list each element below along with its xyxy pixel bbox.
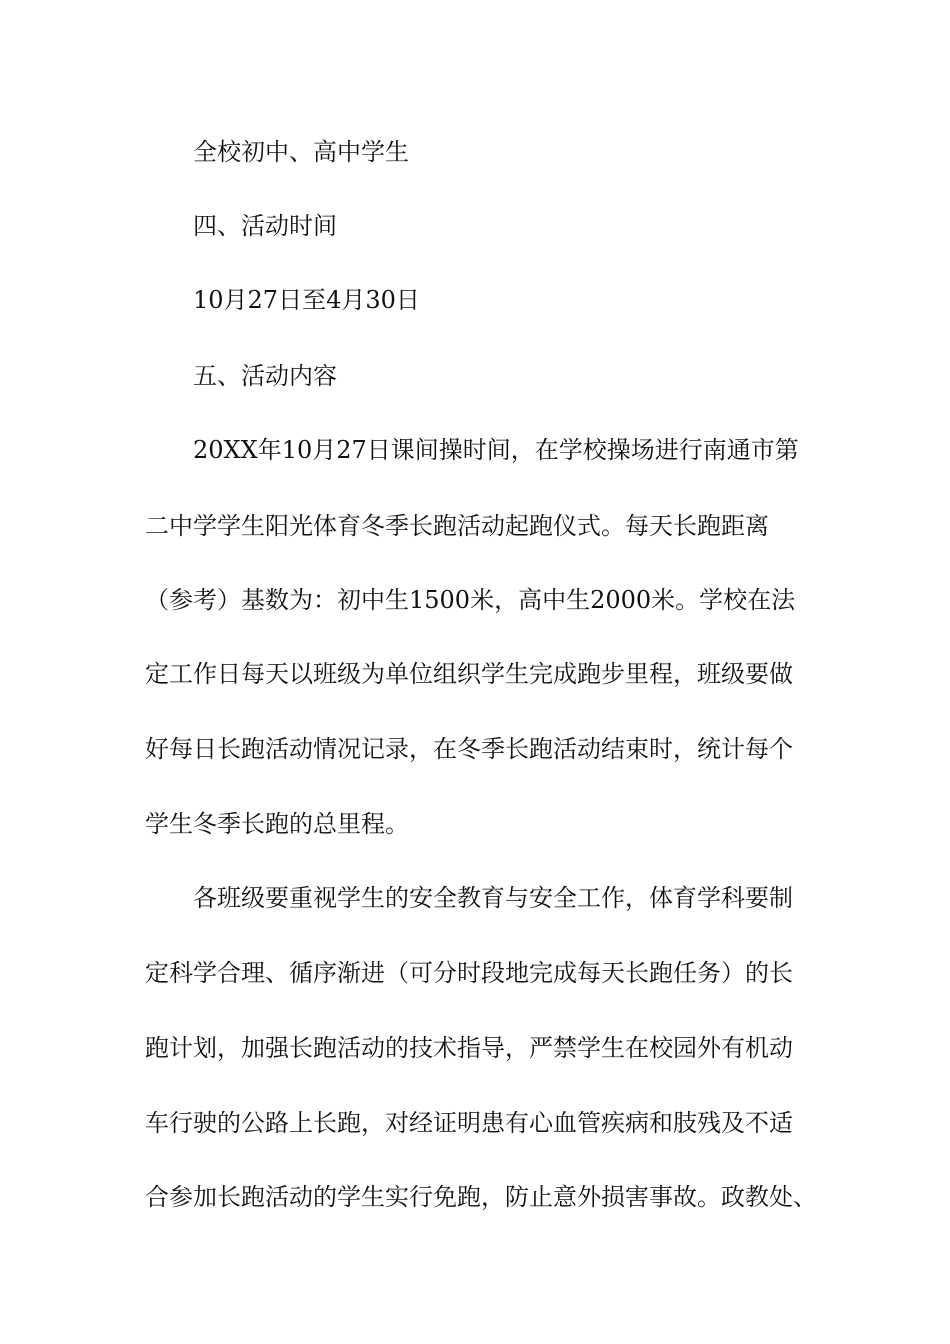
paragraph-line: （参考）基数为：初中生1500米，高中生2000米。学校在法 <box>145 586 796 614</box>
section-heading-activity-content: 五、活动内容 <box>193 362 337 390</box>
section-heading-activity-time: 四、活动时间 <box>193 212 337 240</box>
paragraph-line: 好每日长跑活动情况记录，在冬季长跑活动结束时，统计每个 <box>145 735 793 763</box>
paragraph-line: 合参加长跑活动的学生实行免跑，防止意外损害事故。政教处、 <box>145 1183 817 1211</box>
text-line-date-range: 10月27日至4月30日 <box>193 286 420 314</box>
paragraph-line: 定工作日每天以班级为单位组织学生完成跑步里程，班级要做 <box>145 660 793 688</box>
paragraph-line: 车行驶的公路上长跑，对经证明患有心血管疾病和肢残及不适 <box>145 1109 793 1137</box>
paragraph-line: 20XX年10月27日课间操时间，在学校操场进行南通市第 <box>193 436 799 464</box>
paragraph-line: 定科学合理、循序渐进（可分时段地完成每天长跑任务）的长 <box>145 959 793 987</box>
paragraph-line: 跑计划，加强长跑活动的技术指导，严禁学生在校园外有机动 <box>145 1034 793 1062</box>
paragraph-line: 二中学学生阳光体育冬季长跑活动起跑仪式。每天长跑距离 <box>145 512 769 540</box>
paragraph-line: 学生冬季长跑的总里程。 <box>145 810 409 838</box>
text-line-participants: 全校初中、高中学生 <box>193 138 409 166</box>
paragraph-line: 各班级要重视学生的安全教育与安全工作，体育学科要制 <box>193 884 793 912</box>
